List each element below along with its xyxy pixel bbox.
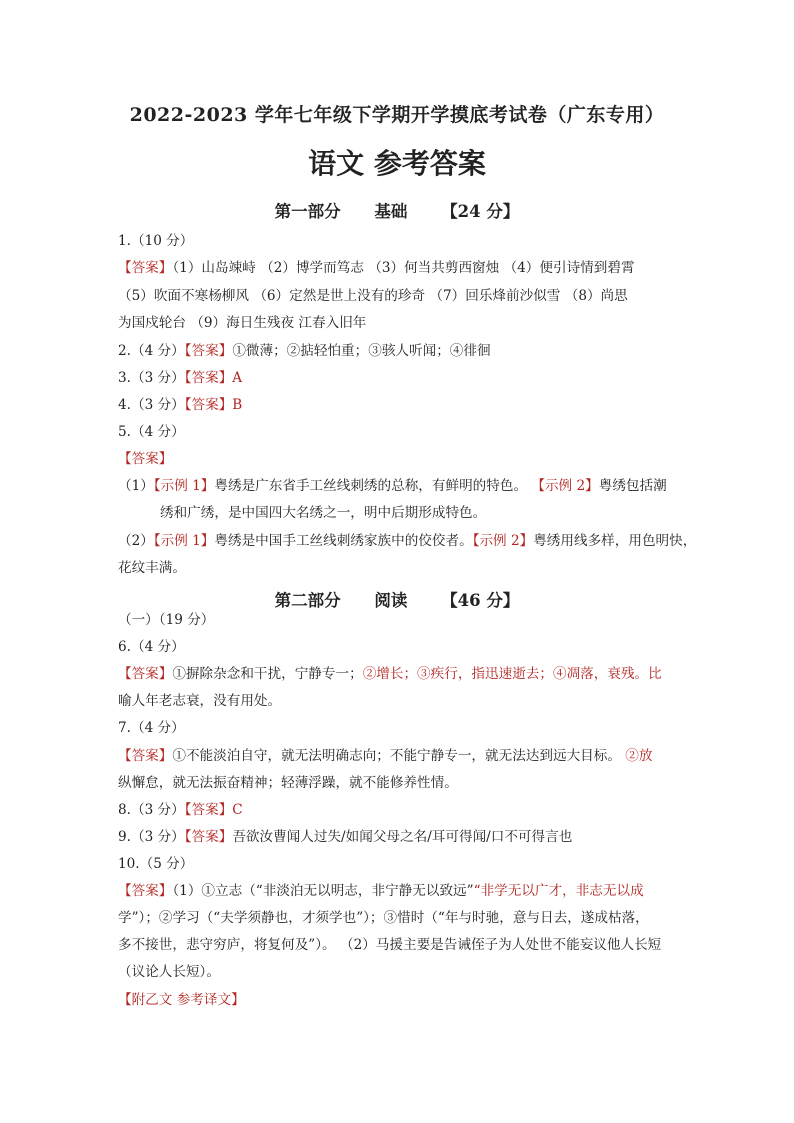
question-7-answer-cont: 纵懈怠，就无法振奋精神；轻薄浮躁，就不能修养性情。 [118, 775, 458, 791]
question-5-answer-1 [118, 477, 678, 495]
question-10-header: 10.（5 分） [118, 856, 194, 872]
answer-tag: 【答案】 [184, 343, 233, 359]
answer-text: ①不能淡泊自守，就无法明确志向；不能宁静专一，就无法达到远大目标。 [172, 748, 626, 764]
answer-tag: 【答案】 [118, 451, 173, 467]
question-7-answer [118, 747, 678, 765]
question-number: 2.（4 分） [118, 343, 185, 359]
section-name: 第二部分 [274, 591, 341, 610]
question-5-answer-2 [118, 532, 697, 550]
question-number: 3.（3 分） [118, 370, 185, 386]
question-10-answer [118, 882, 678, 900]
answer-text-highlight: ②放 [625, 748, 653, 764]
question-5-answer-2-cont: 花纹丰满。 [118, 560, 186, 576]
section-heading-part2 [0, 587, 794, 611]
answer-text: 粤绣包括潮 [598, 478, 667, 494]
answer-text-highlight: “非学无以广才，非志无以成 [473, 883, 644, 899]
question-5-answer-1-cont: 绣和广绣，是中国四大名绣之一，明中后期形成特色。 [160, 505, 487, 521]
question-1-header: 1.（10 分） [118, 233, 194, 249]
example-tag: 【示例 2】 [531, 478, 599, 494]
question-10-answer-cont: 多不接世，悲守穷庐，将复何及”）。 （2）马援主要是告诫侄子为人处世不能妄议他人长短 [118, 937, 662, 953]
answer-text: 粤绣是中国手工丝线刺绣家族中的佼佼者。 [214, 533, 473, 549]
question-10-answer-cont: （议论人长短）。 [118, 964, 220, 980]
question-10-answer-cont: 学”）；②学习（“夫学须静也，才须学也”）；③惜时（“年与时驰，意与日去，遂成枯落， [118, 910, 649, 926]
appendix-heading: 【附乙文 参考译文】 [118, 992, 245, 1008]
question-1-answer [118, 259, 678, 277]
answer-tag: 【答案】C [184, 802, 243, 818]
question-7-header: 7.（4 分） [118, 720, 185, 736]
example-tag: 【示例 1】 [153, 478, 215, 494]
question-number: 9.（3 分） [118, 829, 185, 845]
question-2-answer [118, 342, 678, 360]
question-number: 4.（3 分） [118, 397, 185, 413]
answer-text-highlight: ②增长；③疾行，指迅速逝去；④凋落，衰残。比 [362, 666, 662, 682]
answer-tag: 【答案】 [118, 748, 173, 764]
answer-tag: 【答案】 [118, 666, 173, 682]
sub-number: （2） [118, 533, 154, 549]
answer-tag: 【答案】 [184, 829, 233, 845]
question-6-answer [118, 665, 678, 683]
example-tag: 【示例 2】 [472, 533, 534, 549]
question-6-answer-cont: 喻人年老志衰，没有用处。 [118, 693, 282, 709]
question-4-answer [118, 396, 678, 414]
section-heading-part1 [0, 198, 794, 222]
subsection-header: （一）（19 分） [118, 612, 215, 628]
answer-text: （1）①立志（“非淡泊无以明志，非宁静无以致远” [172, 883, 474, 899]
question-6-header: 6.（4 分） [118, 639, 185, 655]
answer-text: 粤绣是广东省手工丝线刺绣的总称，有鲜明的特色。 [214, 478, 532, 494]
question-number: 8.（3 分） [118, 802, 185, 818]
answer-text: 吾欲汝曹闻人过失/如闻父母之名/耳可得闻/口不可得言也 [232, 829, 573, 845]
question-3-answer [118, 369, 678, 387]
answer-text: （1）山岛竦峙 （2）博学而笃志 （3）何当共剪西窗烛 （4）便引诗情到碧霄 [172, 260, 635, 276]
question-9-answer [118, 828, 678, 846]
page-subtitle: 语文 参考答案 [308, 147, 486, 180]
section-score: 【24 分】 [441, 202, 520, 221]
answer-text: 粤绣用线多样，用色明快， [533, 533, 697, 549]
section-score: 【46 分】 [441, 591, 520, 610]
answer-tag: 【答案】 [118, 260, 173, 276]
answer-text: ①摒除杂念和干扰，宁静专一； [172, 666, 363, 682]
page-title: 2022-2023 学年七年级下学期开学摸底考试卷（广东专用） [129, 104, 665, 126]
sub-number: （1） [118, 478, 154, 494]
answer-tag: 【答案】 [118, 883, 173, 899]
question-1-answer-cont: 为国戍轮台 （9）海日生残夜 江春入旧年 [118, 315, 367, 331]
question-5-header: 5.（4 分） [118, 424, 185, 440]
question-8-answer [118, 801, 678, 819]
answer-tag: 【答案】B [184, 397, 243, 413]
answer-tag: 【答案】A [184, 370, 243, 386]
question-1-answer-cont: （5）吹面不寒杨柳风 （6）定然是世上没有的珍奇 （7）回乐烽前沙似雪 （8）尚思 [118, 288, 628, 304]
answer-text: ①微薄；②掂轻怕重；③骇人听闻；④徘徊 [232, 343, 491, 359]
section-topic: 阅读 [374, 591, 408, 610]
section-topic: 基础 [374, 202, 408, 221]
example-tag: 【示例 1】 [153, 533, 215, 549]
section-name: 第一部分 [274, 202, 341, 221]
